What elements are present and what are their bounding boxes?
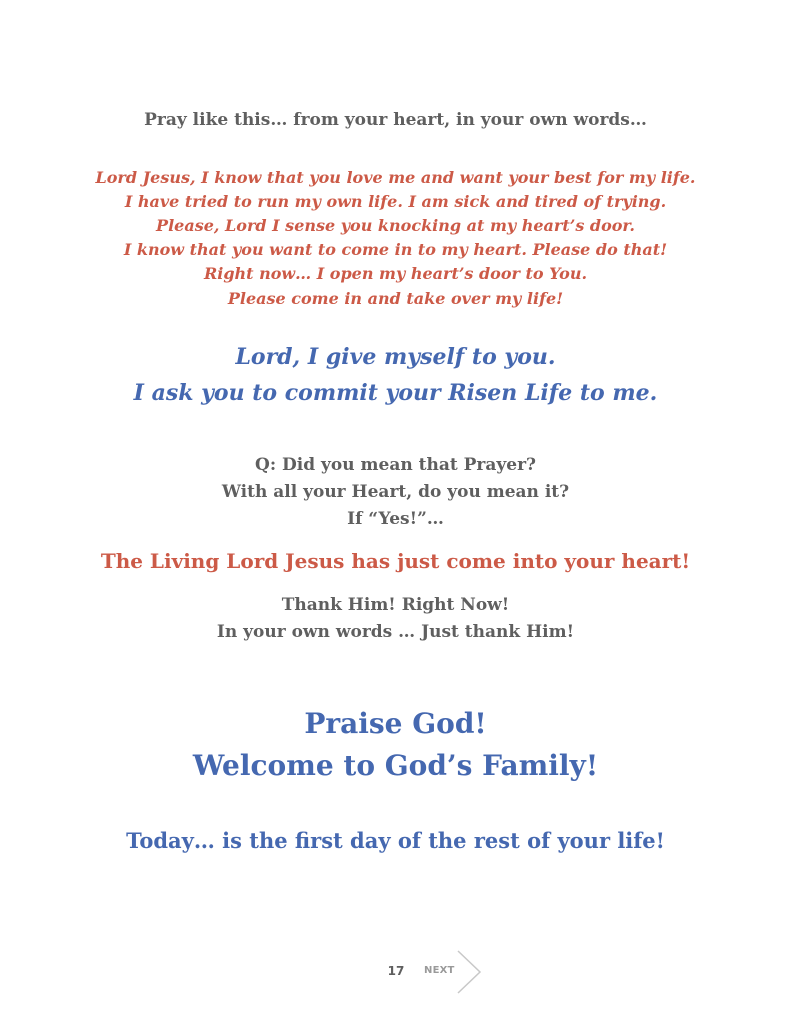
page-footer — [0, 948, 791, 996]
next-page-button[interactable] — [420, 948, 490, 996]
praise-heading: Praise God! — [304, 707, 487, 740]
page-number: 17 — [387, 964, 405, 978]
prayer-line: Right now… I open my heart’s door to You. — [203, 264, 588, 283]
prayer-line: I know that you want to come in to my heart. Please do that! — [123, 240, 668, 259]
thanks-line: In your own words … Just thank Him! — [216, 622, 575, 642]
prayer-line: Lord Jesus, I know that you love me and want your best for my life. — [95, 168, 696, 187]
prayer-line: I have tried to run my own life. I am sick and tired of trying. — [124, 192, 667, 211]
question-line: With all your Heart, do you mean it? — [221, 482, 570, 502]
prayer-line: Please come in and take over my life! — [227, 289, 564, 308]
thanks-line: Thank Him! Right Now! — [281, 595, 510, 615]
commitment-line: Lord, I give myself to you. — [235, 344, 556, 370]
chevron-right-icon — [456, 949, 482, 995]
intro-text: Pray like this… from your heart, in your own words… — [144, 110, 647, 130]
announcement-text: The Living Lord Jesus has just come into your heart! — [100, 549, 691, 573]
closing-text: Today… is the first day of the rest of your life! — [126, 828, 665, 853]
question-line: If “Yes!”… — [347, 509, 444, 529]
next-label: NEXT — [424, 965, 455, 976]
prayer-line: Please, Lord I sense you knocking at my heart’s door. — [156, 216, 635, 235]
welcome-heading: Welcome to God’s Family! — [192, 749, 599, 782]
question-line: Q: Did you mean that Prayer? — [255, 455, 536, 475]
commitment-line: I ask you to commit your Risen Life to me. — [133, 380, 658, 406]
